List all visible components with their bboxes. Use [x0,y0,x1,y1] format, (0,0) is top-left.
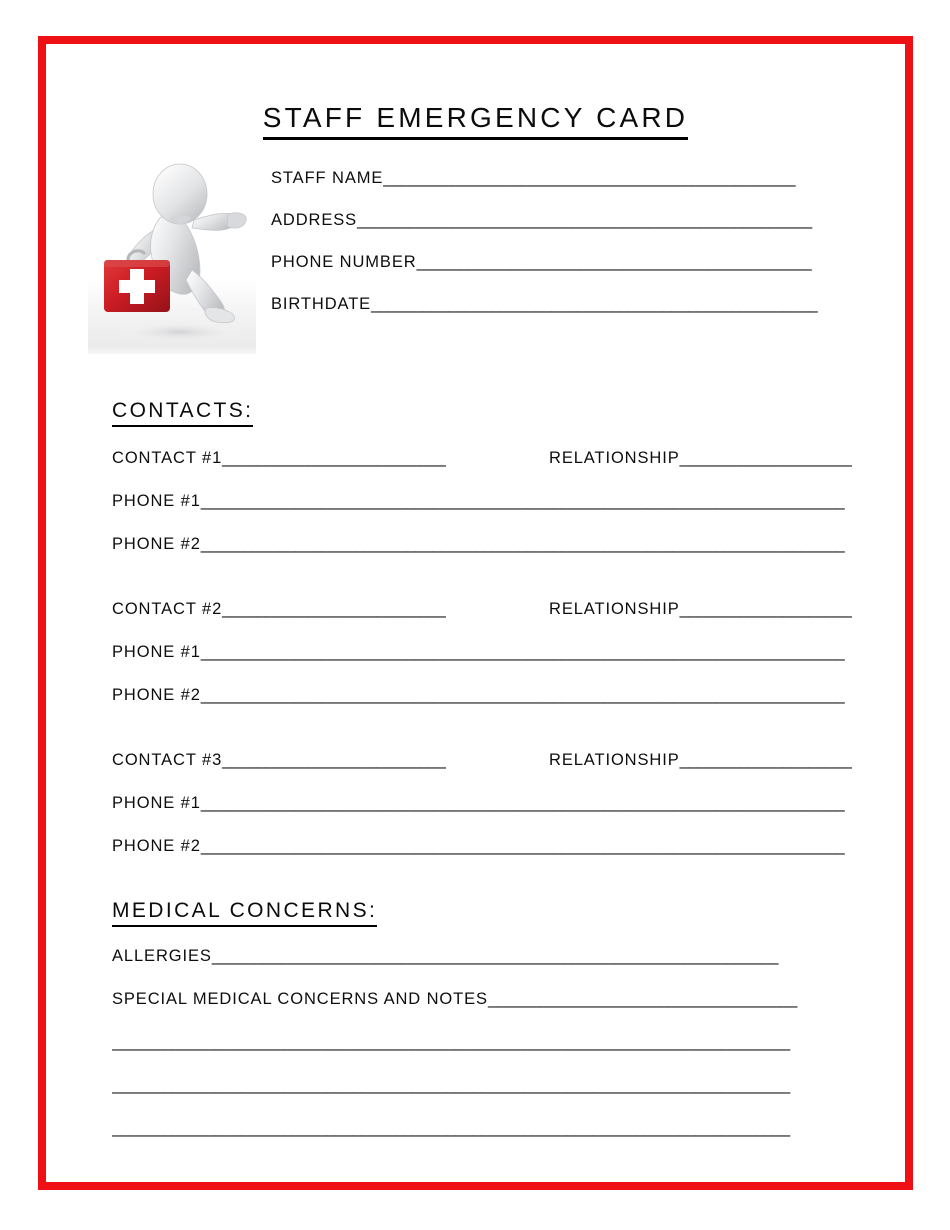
contact-3-phone-1-label: PHONE #1 [112,794,201,812]
special-notes-row[interactable] [112,990,884,1033]
notes-blank-line-2-rule: _______________________________________________________________________________ [112,1076,790,1094]
contact-1-row[interactable] [112,449,884,492]
field-address-rule: _____________________________________________________ [357,211,812,229]
contact-block-3 [112,751,884,880]
field-staff-name-label: STAFF NAME [271,169,384,187]
contact-1-rule: __________________________ [222,449,446,467]
contact-1-phone-2-label: PHONE #2 [112,535,201,553]
page-content [46,44,905,1182]
allergies-rule: __________________________________________________________________ [211,947,778,965]
field-phone-number-rule: ______________________________________________ [416,253,812,271]
field-staff-name[interactable] [271,169,831,211]
contact-1-phone-1-rule: ___________________________________________________________________________ [200,492,845,510]
contact-1-relationship-rule: ____________________ [679,449,852,467]
field-birthdate-label: BIRTHDATE [271,295,372,313]
contact-3-relationship[interactable] [549,751,851,770]
contact-1-label: CONTACT #1 [112,449,223,467]
contact-3-relationship-label: RELATIONSHIP [549,751,680,769]
medical-concerns-section-heading [112,899,377,927]
contact-1-relationship-label: RELATIONSHIP [549,449,680,467]
field-address-label: ADDRESS [271,211,358,229]
contact-3-rule: __________________________ [222,751,446,769]
field-phone-number-label: PHONE NUMBER [271,253,417,271]
contact-1-phone-2-rule: ___________________________________________________________________________ [200,535,845,553]
special-notes-rule: ____________________________________ [487,990,797,1008]
contact-3-phone-2-rule: ___________________________________________________________________________ [200,837,845,855]
running-figure-with-first-aid-kit-icon [88,156,256,354]
contact-2-phone-1-label: PHONE #1 [112,643,201,661]
contact-1-phone-1-row[interactable] [112,492,884,535]
personal-fields-group [271,169,831,337]
contact-2-relationship-rule: ____________________ [679,600,852,618]
contact-3-relationship-rule: ____________________ [679,751,852,769]
contacts-section-heading [112,399,253,427]
contact-3-phone-1-rule: ___________________________________________________________________________ [200,794,845,812]
field-address[interactable] [271,211,831,253]
contact-2-label: CONTACT #2 [112,600,223,618]
field-birthdate-rule: ____________________________________________________ [371,295,818,313]
allergies-label: ALLERGIES [112,947,212,965]
page-title-text: STAFF EMERGENCY CARD [263,102,688,140]
contact-3-phone-2-label: PHONE #2 [112,837,201,855]
contact-2-rule: __________________________ [222,600,446,618]
notes-blank-line-3[interactable] [112,1119,884,1162]
contact-3-row[interactable] [112,751,884,794]
medical-fields-group [112,947,884,1162]
special-notes-label: SPECIAL MEDICAL CONCERNS AND NOTES [112,990,488,1008]
contact-2-phone-1-rule: ___________________________________________________________________________ [200,643,845,661]
allergies-row[interactable] [112,947,884,990]
field-birthdate[interactable] [271,295,831,337]
contact-3-phone-2-row[interactable] [112,837,884,880]
contacts-heading-text: CONTACTS: [112,399,253,427]
contact-2-phone-1-row[interactable] [112,643,884,686]
notes-blank-line-2[interactable] [112,1076,884,1119]
field-staff-name-rule: ________________________________________________ [383,169,795,187]
contact-1-phone-1-label: PHONE #1 [112,492,201,510]
contact-3-phone-1-row[interactable] [112,794,884,837]
page-title [46,102,905,140]
contact-2-phone-2-row[interactable] [112,686,884,729]
field-phone-number[interactable] [271,253,831,295]
contact-2-phone-2-rule: ___________________________________________________________________________ [200,686,845,704]
contact-2-relationship-label: RELATIONSHIP [549,600,680,618]
notes-blank-line-3-rule: _______________________________________________________________________________ [112,1119,790,1137]
notes-blank-line-1-rule: _______________________________________________________________________________ [112,1033,790,1051]
contact-2-relationship[interactable] [549,600,851,619]
contact-1-phone-2-row[interactable] [112,535,884,578]
contact-1-relationship[interactable] [549,449,851,468]
contact-2-row[interactable] [112,600,884,643]
contact-block-1 [112,449,884,578]
contact-2-phone-2-label: PHONE #2 [112,686,201,704]
contact-block-2 [112,600,884,729]
notes-blank-line-1[interactable] [112,1033,884,1076]
contact-3-label: CONTACT #3 [112,751,223,769]
medical-heading-text: MEDICAL CONCERNS: [112,899,377,927]
